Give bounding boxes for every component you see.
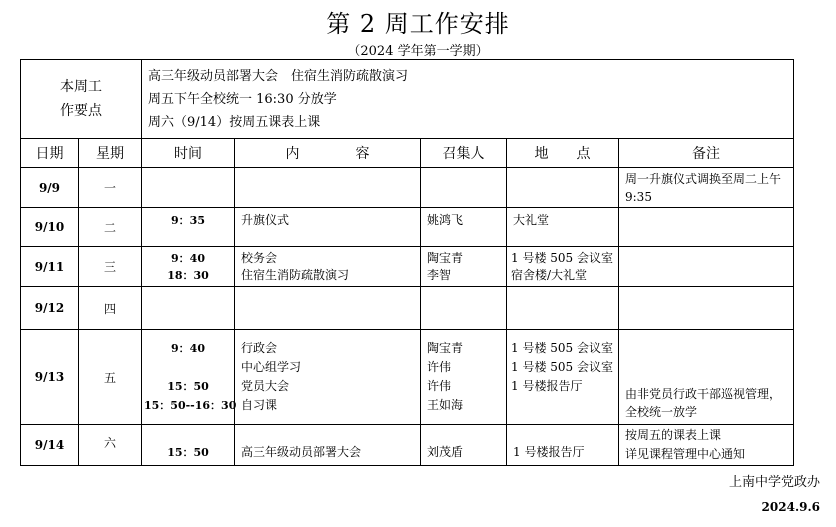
col-header-location: 地 点 bbox=[507, 139, 619, 168]
row-note: 周一升旗仪式调换至周二上午 9:35 bbox=[619, 168, 794, 208]
time-entry bbox=[144, 358, 232, 377]
summary-label-line1: 本周工 bbox=[60, 79, 102, 95]
location-entry: 1 号楼报告厅 bbox=[513, 445, 585, 459]
item-entry: 中心组学习 bbox=[241, 360, 302, 374]
row-location bbox=[507, 208, 619, 247]
note-line: 按周五的课表上课 bbox=[625, 428, 722, 442]
row-time bbox=[142, 247, 235, 287]
col-header-date: 日期 bbox=[21, 139, 79, 168]
col-header-note: 备注 bbox=[619, 139, 794, 168]
summary-line: 高三年级动员部署大会 住宿生消防疏散演习 bbox=[148, 68, 409, 84]
time-entry: 18：30 bbox=[167, 268, 209, 282]
row-location bbox=[507, 425, 619, 466]
row-time bbox=[142, 208, 235, 247]
location-entry: 1 号楼报告厅 bbox=[511, 379, 583, 393]
convener-entry: 许伟 bbox=[427, 360, 452, 374]
row-note bbox=[619, 425, 794, 466]
table-row bbox=[21, 247, 794, 287]
row-location bbox=[507, 330, 619, 425]
item-entry: 党员大会 bbox=[241, 379, 290, 393]
row-content bbox=[235, 425, 421, 466]
location-entry: 大礼堂 bbox=[513, 213, 550, 227]
row-time bbox=[142, 287, 235, 330]
item-entry: 行政会 bbox=[241, 341, 278, 355]
row-content bbox=[235, 168, 421, 208]
table-row bbox=[21, 168, 794, 208]
summary-content bbox=[142, 60, 794, 139]
row-weekday: 一 bbox=[79, 168, 142, 208]
row-date: 9/12 bbox=[21, 287, 79, 330]
row-convener bbox=[421, 425, 507, 466]
note-line: 详见课程管理中心通知 bbox=[625, 447, 746, 461]
convener-entry: 陶宝青 bbox=[427, 250, 464, 265]
row-time bbox=[142, 330, 235, 425]
table-row bbox=[21, 330, 794, 425]
col-header-time: 时间 bbox=[142, 139, 235, 168]
row-weekday: 二 bbox=[79, 208, 142, 247]
row-note bbox=[619, 247, 794, 287]
summary-line: 周六（9/14）按周五课表上课 bbox=[148, 114, 321, 130]
location-entry: 宿舍楼/大礼堂 bbox=[511, 267, 588, 282]
table-row bbox=[21, 208, 794, 247]
time-entry: 9：35 bbox=[171, 214, 205, 227]
row-convener bbox=[421, 287, 507, 330]
row-time bbox=[142, 425, 235, 466]
time-entry: 9：40 bbox=[171, 251, 205, 265]
row-weekday: 三 bbox=[79, 247, 142, 287]
row-weekday: 六 bbox=[79, 425, 142, 466]
time-entry: 9：40 bbox=[171, 342, 205, 355]
row-date: 9/10 bbox=[21, 208, 79, 247]
row-content bbox=[235, 330, 421, 425]
convener-entry: 王如海 bbox=[427, 398, 464, 412]
item-entry: 校务会 bbox=[241, 250, 278, 265]
row-convener bbox=[421, 247, 507, 287]
row-weekday: 五 bbox=[79, 330, 142, 425]
row-content bbox=[235, 208, 421, 247]
row-note bbox=[619, 287, 794, 330]
footer-date: 2024.9.6 bbox=[761, 500, 820, 514]
row-note bbox=[619, 208, 794, 247]
row-note: 由非党员行政干部巡视管理，全校统一放学 bbox=[619, 330, 794, 425]
item-entry: 升旗仪式 bbox=[241, 213, 290, 227]
schedule-table bbox=[20, 59, 794, 466]
row-location bbox=[507, 287, 619, 330]
row-date: 9/9 bbox=[21, 168, 79, 208]
item-entry: 自习课 bbox=[241, 398, 278, 412]
row-content bbox=[235, 287, 421, 330]
row-convener bbox=[421, 168, 507, 208]
convener-entry: 陶宝青 bbox=[427, 341, 464, 355]
item-entry: 高三年级动员部署大会 bbox=[241, 445, 362, 459]
row-date: 9/11 bbox=[21, 247, 79, 287]
table-row bbox=[21, 425, 794, 466]
item-entry: 住宿生消防疏散演习 bbox=[241, 267, 350, 282]
location-entry: 1 号楼 505 会议室 bbox=[511, 341, 613, 355]
page-subtitle: （2024 学年第一学期） bbox=[347, 44, 489, 59]
row-location bbox=[507, 168, 619, 208]
time-entry: 15：50 bbox=[167, 446, 209, 459]
row-convener bbox=[421, 208, 507, 247]
page-title: 第 2 周工作安排 bbox=[326, 10, 510, 38]
col-header-weekday: 星期 bbox=[79, 139, 142, 168]
summary-line: 周五下午全校统一 16:30 分放学 bbox=[148, 91, 337, 107]
convener-entry: 许伟 bbox=[427, 379, 452, 393]
summary-label bbox=[21, 60, 142, 139]
convener-entry: 刘茂盾 bbox=[427, 445, 464, 459]
convener-entry: 李智 bbox=[427, 267, 452, 282]
col-header-convener: 召集人 bbox=[421, 139, 507, 168]
row-location bbox=[507, 247, 619, 287]
location-entry bbox=[511, 396, 614, 415]
row-convener bbox=[421, 330, 507, 425]
convener-entry: 姚鸿飞 bbox=[427, 213, 464, 227]
footer-organization: 上南中学党政办 bbox=[728, 475, 820, 490]
table-header-row bbox=[21, 139, 794, 168]
row-time bbox=[142, 168, 235, 208]
table-row bbox=[21, 287, 794, 330]
row-date: 9/13 bbox=[21, 330, 79, 425]
time-entry: 15：50--16：30 bbox=[144, 399, 237, 412]
location-entry: 1 号楼 505 会议室 bbox=[511, 250, 613, 265]
row-date: 9/14 bbox=[21, 425, 79, 466]
summary-row bbox=[21, 60, 794, 139]
summary-label-line2: 作要点 bbox=[60, 103, 102, 119]
location-entry: 1 号楼 505 会议室 bbox=[511, 360, 613, 374]
row-content bbox=[235, 247, 421, 287]
time-entry: 15：50 bbox=[167, 380, 209, 393]
row-weekday: 四 bbox=[79, 287, 142, 330]
col-header-content: 内 容 bbox=[235, 139, 421, 168]
